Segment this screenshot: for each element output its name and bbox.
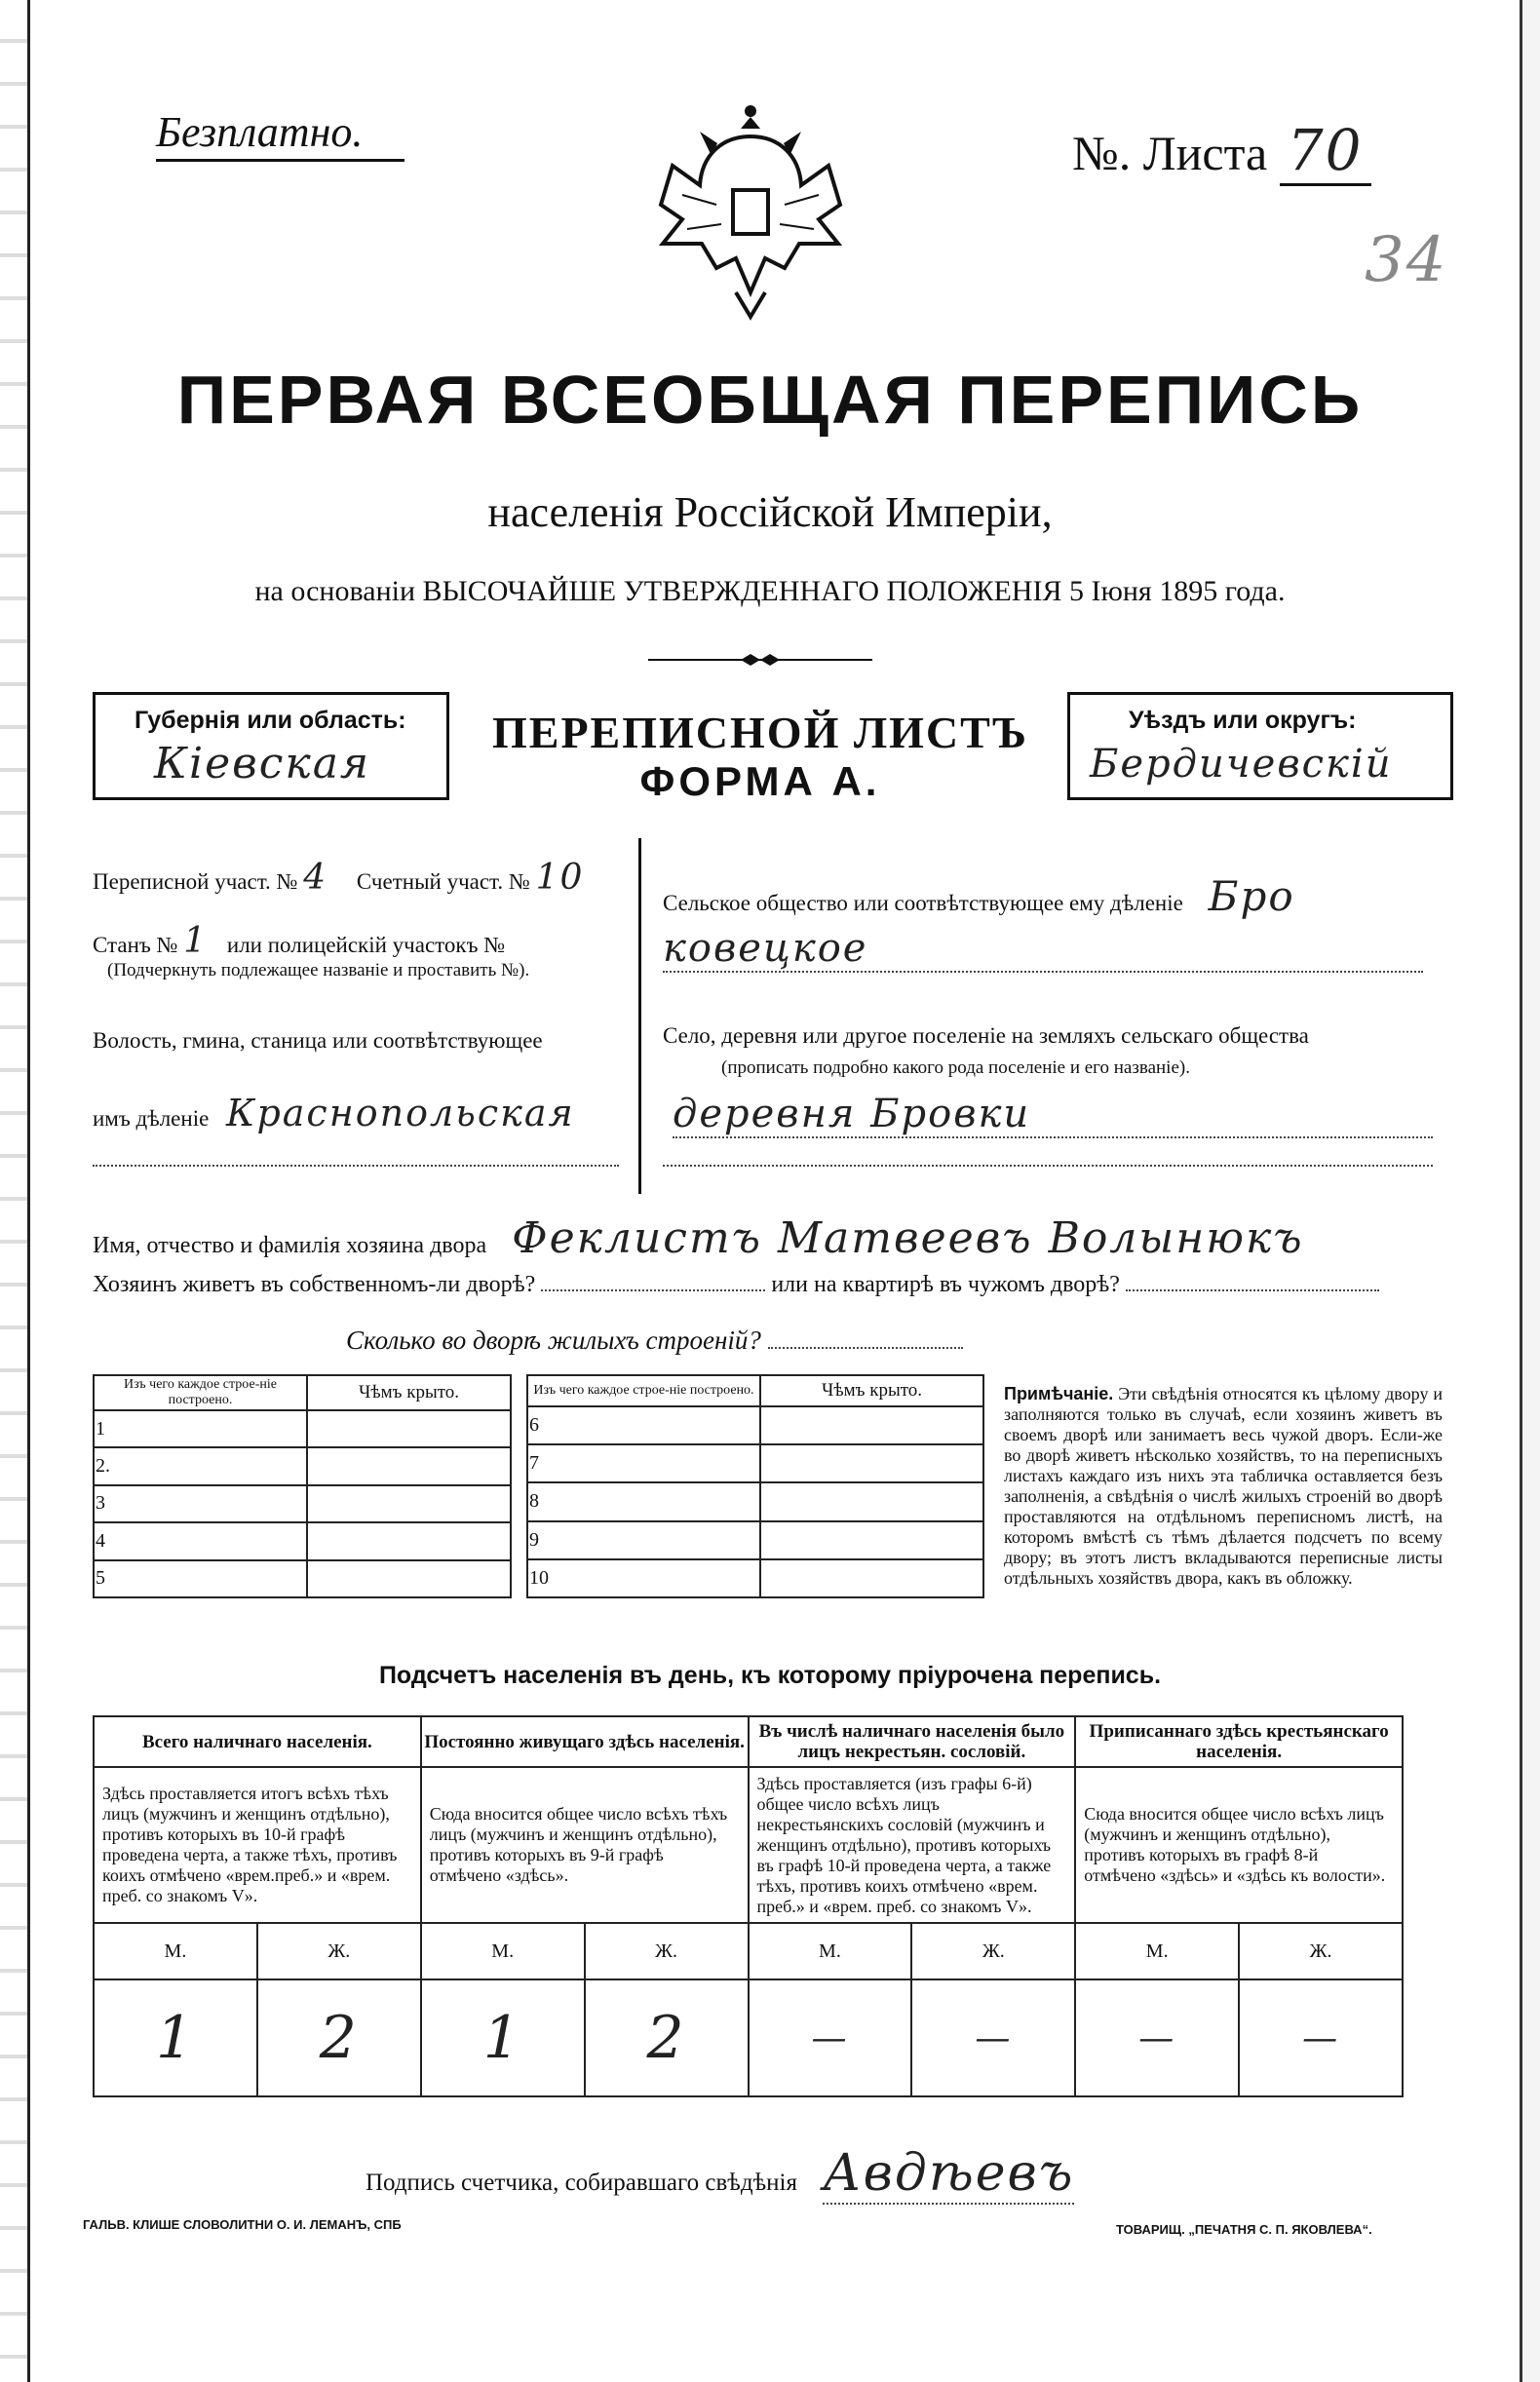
male-count: — bbox=[749, 1979, 912, 2096]
building-row-label: 6 bbox=[527, 1406, 760, 1444]
owner-name-row: Имя, отчество и фамилія хозяина двора Феклистъ Матвеевъ Волынюкъ bbox=[93, 1213, 1304, 1263]
owner-name-value: Феклистъ Матвеевъ Волынюкъ bbox=[512, 1213, 1304, 1263]
society-row: Сельское общество или соотвѣтствующее ему дѣленіе Бро bbox=[663, 872, 1295, 920]
printer-left: ГАЛЬВ. КЛИШЕ СЛОВОЛИТНИ О. И. ЛЕМАНЪ, СПБ bbox=[83, 2217, 402, 2232]
collector-signature: Авдѣевъ bbox=[823, 2144, 1075, 2203]
volost-value: Краснопольская bbox=[226, 1092, 575, 1134]
female-count: — bbox=[911, 1979, 1075, 2096]
building-row-label: 4 bbox=[94, 1522, 307, 1559]
village-label: Село, деревня или другое поселеніе на земляхъ сельскаго общества bbox=[663, 1023, 1309, 1048]
pop-col-head: Приписаннаго здѣсь крестьянскаго населенія. bbox=[1075, 1716, 1403, 1767]
pop-col-desc: Здѣсь проставляется итогъ всѣхъ тѣхъ лицъ (мужчинъ и женщинъ отдѣльно), противъ которыхъ въ 10-й графѣ проведена черта, а также тѣхъ, противъ коихъ отмѣчено «врем.преб.» и «врем. преб. со знакомъ V». bbox=[94, 1767, 421, 1923]
female-count: 2 bbox=[585, 1979, 749, 2096]
underline-note: (Подчеркнуть подлежащее названіе и проставить №). bbox=[107, 960, 530, 980]
female-header: Ж. bbox=[585, 1923, 749, 1979]
pop-col-desc: Здѣсь проставляется (изъ графы 6-й) общее число всѣхъ лицъ некрестьянскихъ сословій (мужчинъ и женщинъ отдѣльно), противъ которыхъ въ графѣ 10-й проведена черта, а также тѣхъ, противъ коихъ отмѣчено «врем. преб.» и «врем. преб. со знакомъ V». bbox=[749, 1767, 1076, 1923]
count-area-value: 10 bbox=[535, 858, 585, 898]
village-note: (прописать подробно какого рода поселеніе и его названіе). bbox=[721, 1057, 1190, 1078]
building-row-label: 8 bbox=[527, 1482, 760, 1520]
province-value: Кіевская bbox=[154, 739, 371, 788]
pop-col-head: Всего наличнаго населенія. bbox=[94, 1716, 421, 1767]
fields-divider bbox=[638, 838, 641, 1194]
society-value-1: Бро bbox=[1208, 872, 1295, 920]
buildings-note: Примѣчаніе. Эти свѣдѣнія относятся къ цѣлому двору и заполняются только въ случаѣ, если хозяинъ живетъ въ своемъ дворѣ или занимаетъ весь чужой дворъ. Если-же во дворѣ живетъ нѣсколько хозяйствъ, то на переписныхъ листахъ каждаго изъ нихъ эта табличка оставляется безъ заполненія, а свѣдѣнія о числѣ жилыхъ строеній во дворѣ проставляются на отдѣльномъ переписномъ листѣ, на которомъ вмѣстѣ съ тѣмъ дѣлается подсчетъ по всему двору; въ этотъ листъ вкладываются переписные листы отдѣльныхъ хозяйствъ двора, какъ въ обложку. bbox=[1004, 1384, 1443, 1588]
male-header: М. bbox=[749, 1923, 912, 1979]
village-blank-line bbox=[663, 1165, 1433, 1167]
male-header: М. bbox=[421, 1923, 585, 1979]
population-table bbox=[93, 1715, 1404, 2097]
female-header: Ж. bbox=[257, 1923, 421, 1979]
buildings-count-row: Сколько во дворѣ жилыхъ строеній? bbox=[346, 1325, 963, 1356]
population-count-title: Подсчетъ населенія въ день, къ которому пріурочена перепись. bbox=[378, 1662, 1162, 1689]
form-main-title: ПЕРВАЯ ВСЕОБЩАЯ ПЕРЕПИСЬ bbox=[176, 362, 1364, 438]
male-header: М. bbox=[1075, 1923, 1239, 1979]
female-count: 2 bbox=[257, 1979, 421, 2096]
male-count: 1 bbox=[94, 1979, 257, 2096]
census-area-row: Переписной участ. № 4 Счетный участ. № 10 bbox=[93, 858, 585, 898]
printer-right: ТОВАРИЩ. „ПЕЧАТНЯ С. П. ЯКОВЛЕВА“. bbox=[1116, 2222, 1372, 2237]
form-subtitle: населенія Россійской Имперіи, bbox=[487, 488, 1053, 536]
district-value: Бердичевскій bbox=[1090, 742, 1393, 787]
province-box: Губернія или область: Кіевская bbox=[93, 692, 449, 800]
sheet-number: №. Листа 70 bbox=[1072, 117, 1371, 183]
building-row-label: 9 bbox=[527, 1521, 760, 1559]
building-row-label: 7 bbox=[527, 1444, 760, 1482]
building-row-label: 5 bbox=[94, 1560, 307, 1597]
form-basis-line: на основаніи ВЫСОЧАЙШЕ УТВЕРЖДЕННАГО ПОЛОЖЕНІЯ 5 Іюня 1895 года. bbox=[254, 575, 1286, 607]
stan-value: 1 bbox=[183, 921, 209, 961]
census-area-value: 4 bbox=[303, 858, 328, 898]
left-binding-edge bbox=[0, 0, 30, 2382]
buildings-table-left: Изъ чего каждое строе-ніе построено. Чѣмъ крыто. 1 2. 3 4 5 bbox=[93, 1374, 512, 1598]
female-header: Ж. bbox=[1239, 1923, 1403, 1979]
building-row-label: 3 bbox=[94, 1485, 307, 1522]
collector-signature-row: Подпись счетчика, собиравшаго свѣдѣнія Авдѣевъ bbox=[366, 2144, 1075, 2203]
female-header: Ж. bbox=[911, 1923, 1075, 1979]
sheet-number-pencil: 34 bbox=[1365, 224, 1448, 296]
pop-col-head: Въ числѣ наличнаго населенія было лицъ некрестьян. сословій. bbox=[749, 1716, 1076, 1767]
owner-residence-row: Хозяинъ живетъ въ собственномъ-ли дворѣ? или на квартирѣ въ чужомъ дворѣ? bbox=[93, 1272, 1438, 1298]
building-row-label: 2. bbox=[94, 1447, 307, 1484]
male-count: — bbox=[1075, 1979, 1239, 2096]
free-label: Безплатно. bbox=[156, 107, 404, 162]
buildings-table-right: Изъ чего каждое строе-ніе построено. Чѣмъ крыто. 6 7 8 9 10 bbox=[526, 1374, 984, 1598]
right-binding-edge bbox=[1520, 0, 1540, 2382]
district-box: Уѣздъ или округъ: Бердичевскій bbox=[1067, 692, 1453, 800]
volost-row: имъ дѣленіе Краснопольская bbox=[93, 1092, 575, 1134]
form-title-box: ПЕРЕПИСНОЙ ЛИСТЪ ФОРМА А. bbox=[491, 708, 1029, 804]
building-row-label: 10 bbox=[527, 1559, 760, 1597]
society-value-2: ковецкое bbox=[663, 926, 1423, 973]
sheet-number-value: 70 bbox=[1280, 117, 1371, 186]
pop-col-head: Постоянно живущаго здѣсь населенія. bbox=[421, 1716, 749, 1767]
building-row-label: 1 bbox=[94, 1410, 307, 1447]
volost-label: Волость, гмина, станица или соотвѣтствующее bbox=[93, 1028, 543, 1053]
coat-of-arms-emblem bbox=[643, 97, 858, 331]
pop-col-desc: Сюда вносится общее число всѣхъ тѣхъ лицъ (мужчинъ и женщинъ отдѣльно), противъ которыхъ въ 9-й графѣ отмѣчено «здѣсь». bbox=[421, 1767, 749, 1923]
village-value: деревня Бровки bbox=[673, 1092, 1433, 1138]
stan-row: Станъ № 1 или полицейскій участокъ № bbox=[93, 921, 506, 961]
male-count: 1 bbox=[421, 1979, 585, 2096]
pop-col-desc: Сюда вносится общее число всѣхъ лицъ (мужчинъ и женщинъ отдѣльно), противъ которыхъ въ графѣ 8-й отмѣчено «здѣсь» и «здѣсь къ волости». bbox=[1075, 1767, 1403, 1923]
ornament-divider bbox=[648, 653, 872, 667]
male-header: М. bbox=[94, 1923, 257, 1979]
volost-blank-line bbox=[93, 1165, 619, 1167]
female-count: — bbox=[1239, 1979, 1403, 2096]
